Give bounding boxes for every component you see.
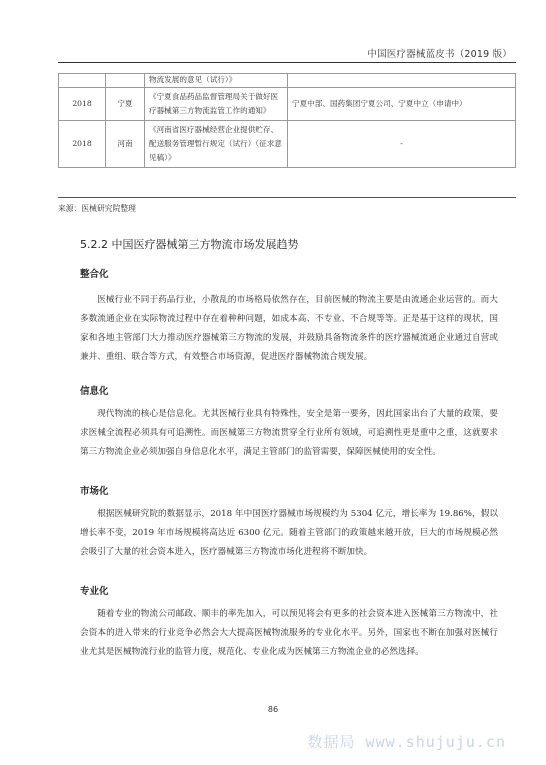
table-cell-year xyxy=(59,74,106,88)
subsection-heading: 信息化 xyxy=(80,386,109,397)
table-cell-document: 物流发展的意见（试行）》 xyxy=(145,74,288,88)
table-cell-region xyxy=(106,74,145,88)
table-cell-pilot xyxy=(288,74,516,88)
subsection-paragraph: 随着专业的物流公司邮政、顺丰的率先加入，可以预见将会有更多的社会资本进入医械第三方物流中，社会资本的进入带来的行业竞争必然会大大提高医械物流服务的专业化水平。另外，国家也不断在加强对医械行业尤其是医械物流行业的监管力度，规范化、专业化成为医械第三方物流企业的必然选择。 xyxy=(80,609,498,657)
table-cell-region: 宁夏 xyxy=(106,88,145,121)
table-bottom-rule xyxy=(58,197,516,198)
watermark: 数据局 www.shujuju.cn xyxy=(307,733,506,751)
table-row xyxy=(59,88,516,121)
running-header: 中国医疗器械蓝皮书（2019 版） xyxy=(367,49,512,60)
table-source-note: 来源：医械研究院整理 xyxy=(58,204,136,213)
table-cell-year: 2018 xyxy=(59,88,106,121)
subsection-heading: 专业化 xyxy=(80,586,109,597)
table-row xyxy=(59,74,516,88)
table-cell-document: 《宁夏食品药品监督管理局关于做好医疗器械第三方物流监管工作的通知》 xyxy=(145,88,288,121)
table-cell-pilot: - xyxy=(288,121,516,168)
table-row xyxy=(59,121,516,168)
table-cell-region: 河南 xyxy=(106,121,145,168)
table-cell-pilot: 宁夏中部、国药集团宁夏公司、宁夏中立（申请中） xyxy=(288,88,516,121)
table-cell-document: 《河南省医疗器械经营企业提供贮存、配送服务管理暂行规定（试行）（征求意见稿）》 xyxy=(145,121,288,168)
subsection-heading: 市场化 xyxy=(80,486,109,497)
subsection-heading: 整合化 xyxy=(80,269,109,280)
policy-table xyxy=(58,73,516,168)
table-cell-year: 2018 xyxy=(59,121,106,168)
section-title: 5.2.2 中国医疗器械第三方物流市场发展趋势 xyxy=(80,238,299,251)
page-number: 86 xyxy=(267,705,279,714)
subsection-paragraph: 现代物流的核心是信息化。尤其医械行业具有特殊性，安全是第一要务，因此国家出台了大量的政策，要求医械全流程必须具有可追溯性。而医械第三方物流贯穿全行业所有领域，可追溯性更是重中之重，这就要求第三方物流企业必须加强自身信息化水平，满足主管部门的监管需要，保障医械使用的安全性。 xyxy=(80,409,498,457)
subsection-paragraph: 根据医械研究院的数据显示，2018 年中国医疗器械市场规模约为 5304 亿元，增长率为 19.86%，假以增长率不变，2019 年市场规模将高达近 6300 亿元。随着主管部门的政策越来越开放，巨大的市场规模必然会吸引了大量的社会资本进入，医疗器械第三方物流市场化进程将不断加快。 xyxy=(80,509,498,557)
header-rule xyxy=(58,62,516,63)
subsection-paragraph: 医械行业不同于药品行业，小散乱的市场格局依然存在，目前医械的物流主要是由流通企业运营的。而大多数流通企业在实际物流过程中存在着种种问题，如成本高、不专业、不合规等等。正是基于这样的现状，国家和各地主管部门大力推动医疗器械第三方物流的发展，并鼓励具备物流条件的医疗器械流通企业通过自营或兼并、重组、联合等方式，有效整合市场资源，促进医疗器械物流合规发展。 xyxy=(80,295,498,362)
